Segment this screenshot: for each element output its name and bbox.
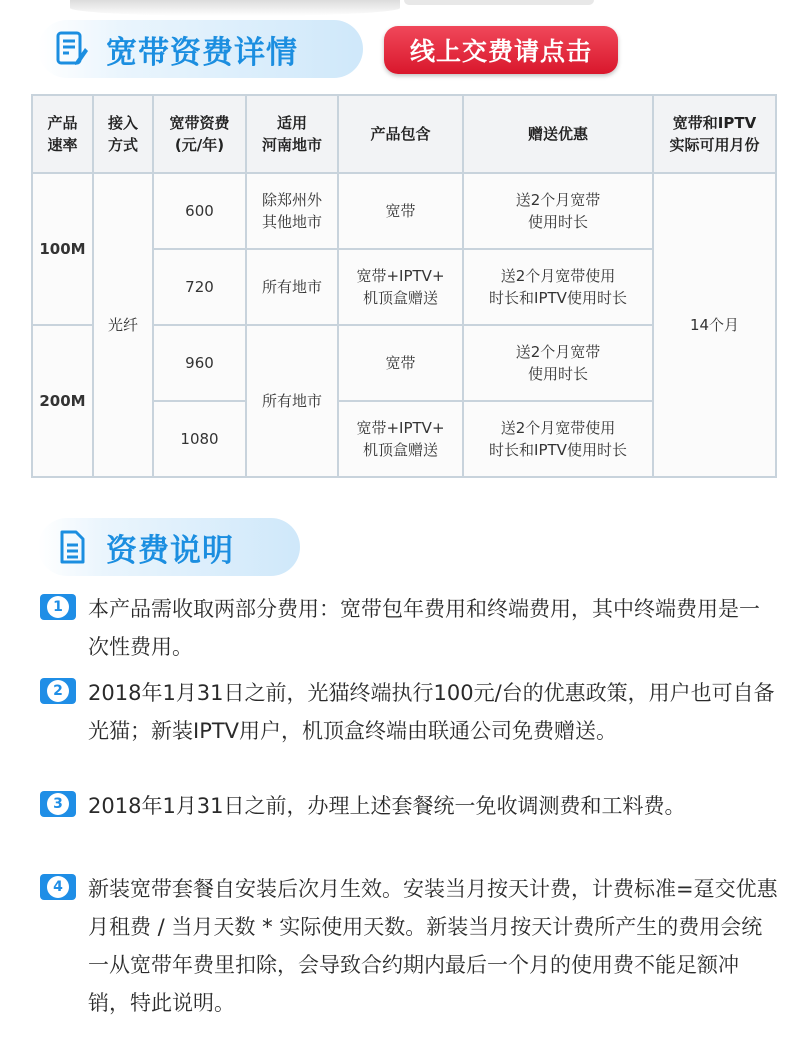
section-title-notes: 资费说明 xyxy=(106,532,234,569)
number-badge-icon: 1 xyxy=(40,594,76,620)
column-header: 接入 方式 xyxy=(93,95,153,173)
note-text: 2018年1月31日之前，光猫终端执行100元/台的优惠政策，用户也可自备光猫；新装IPTV用户，机顶盒终端由联通公司免费赠送。 xyxy=(88,681,775,743)
gift-cell: 送2个月宽带 使用时长 xyxy=(463,173,653,249)
note-text: 本产品需收取两部分费用：宽带包年费用和终端费用，其中终端费用是一次性费用。 xyxy=(88,597,760,659)
section-header-tariff xyxy=(38,20,363,78)
note-text: 2018年1月31日之前，办理上述套餐统一免收调测费和工料费。 xyxy=(88,794,686,818)
section-title-tariff: 宽带资费详情 xyxy=(106,34,298,71)
column-header: 宽带资费 (元/年) xyxy=(153,95,246,173)
contents-cell: 宽带+IPTV+ 机顶盒赠送 xyxy=(338,249,463,325)
note-text: 新装宽带套餐自安装后次月生效。安装当月按天计费，计费标准=趸交优惠月租费 / 当月天数 * 实际使用天数。新装当月按天计费所产生的费用会统一从宽带年费里扣除，会导致合约期内最后一个月的使用费不能足额冲销，特此说明。 xyxy=(88,877,778,1015)
gift-cell: 送2个月宽带使用 时长和IPTV使用时长 xyxy=(463,249,653,325)
table-header-row xyxy=(32,95,776,173)
note-item xyxy=(38,787,778,825)
speed-cell: 200M xyxy=(32,325,93,477)
number-badge-icon: 3 xyxy=(40,791,76,817)
number-badge-icon: 4 xyxy=(40,874,76,900)
table-row xyxy=(32,173,776,249)
contents-cell: 宽带 xyxy=(338,173,463,249)
document-pen-icon xyxy=(52,27,92,71)
note-item xyxy=(38,870,778,1022)
city-cell: 除郑州外 其他地市 xyxy=(246,173,338,249)
number-badge-icon: 2 xyxy=(40,678,76,704)
city-cell: 所有地市 xyxy=(246,325,338,477)
note-item xyxy=(38,674,778,750)
contents-cell: 宽带+IPTV+ 机顶盒赠送 xyxy=(338,401,463,477)
column-header: 产品包含 xyxy=(338,95,463,173)
top-shadow xyxy=(70,0,400,16)
contents-cell: 宽带 xyxy=(338,325,463,401)
fee-cell: 960 xyxy=(153,325,246,401)
column-header: 产品 速率 xyxy=(32,95,93,173)
city-cell: 所有地市 xyxy=(246,249,338,325)
fee-cell: 1080 xyxy=(153,401,246,477)
gift-cell: 送2个月宽带使用 时长和IPTV使用时长 xyxy=(463,401,653,477)
section-header-notes xyxy=(38,518,300,576)
column-header: 赠送优惠 xyxy=(463,95,653,173)
document-list-icon xyxy=(52,525,92,569)
access-cell: 光纤 xyxy=(93,173,153,477)
months-cell: 14个月 xyxy=(653,173,776,477)
column-header: 适用 河南地市 xyxy=(246,95,338,173)
fee-cell: 600 xyxy=(153,173,246,249)
gift-cell: 送2个月宽带 使用时长 xyxy=(463,325,653,401)
note-item xyxy=(38,590,778,666)
fee-cell: 720 xyxy=(153,249,246,325)
speed-cell: 100M xyxy=(32,173,93,325)
online-pay-button[interactable]: 线上交费请点击 xyxy=(384,26,618,74)
tariff-table xyxy=(31,94,777,478)
column-header: 宽带和IPTV 实际可用月份 xyxy=(653,95,776,173)
top-decoration xyxy=(404,0,594,5)
